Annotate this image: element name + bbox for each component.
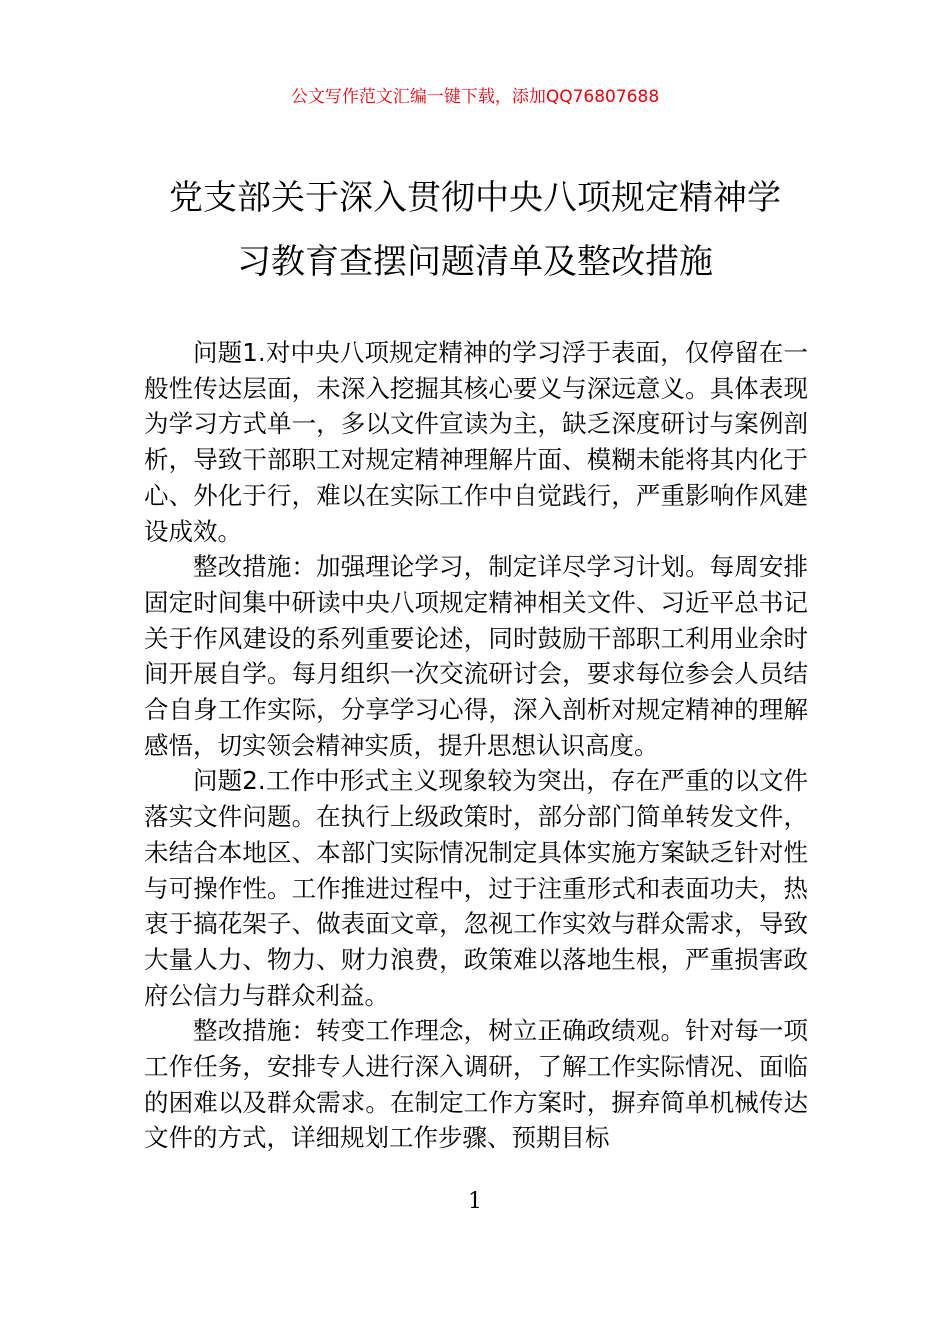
page-number: 1 [468, 1189, 482, 1214]
paragraph-measure-2: 整改措施：转变工作理念，树立正确政绩观。针对每一项工作任务，安排专人进行深入调研，了解工作实际情况、面临的困难以及群众需求。在制定工作方案时，摒弃简单机械传达文件的方式，详细规划工作步骤、预期目标 [144, 1016, 808, 1153]
document-body [144, 335, 808, 1156]
document-title-line-1: 党支部关于深入贯彻中央八项规定精神学 [169, 178, 781, 218]
document-title-line-2: 习教育查摆问题清单及整改措施 [237, 242, 713, 282]
download-banner: 公文写作范文汇编一键下载，添加QQ76807688 [290, 87, 660, 107]
paragraph-measure-1: 整改措施：加强理论学习，制定详尽学习计划。每周安排固定时间集中研读中央八项规定精神相关文件、习近平总书记关于作风建设的系列重要论述，同时鼓励干部职工利用业余时间开展自学。每月组织一次交流研讨会，要求每位参会人员结合自身工作实际，分享学习心得，深入剖析对规定精神的理解感悟，切实领会精神实质，提升思想认识高度。 [144, 552, 808, 760]
paragraph-problem-1: 问题1.对中央八项规定精神的学习浮于表面，仅停留在一般性传达层面，未深入挖掘其核心要义与深远意义。具体表现为学习方式单一，多以文件宣读为主，缺乏深度研讨与案例剖析，导致干部职工对规定精神理解片面、模糊未能将其内化于心、外化于行，难以在实际工作中自觉践行，严重影响作风建设成效。 [144, 338, 808, 546]
paragraph-problem-2: 问题2.工作中形式主义现象较为突出，存在严重的以文件落实文件问题。在执行上级政策时，部分部门简单转发文件，未结合本地区、本部门实际情况制定具体实施方案缺乏针对性与可操作性。工作推进过程中，过于注重形式和表面功夫，热衷于搞花架子、做表面文章，忽视工作实效与群众需求，导致大量人力、物力、财力浪费，政策难以落地生根，严重损害政府公信力与群众利益。 [144, 766, 808, 1010]
